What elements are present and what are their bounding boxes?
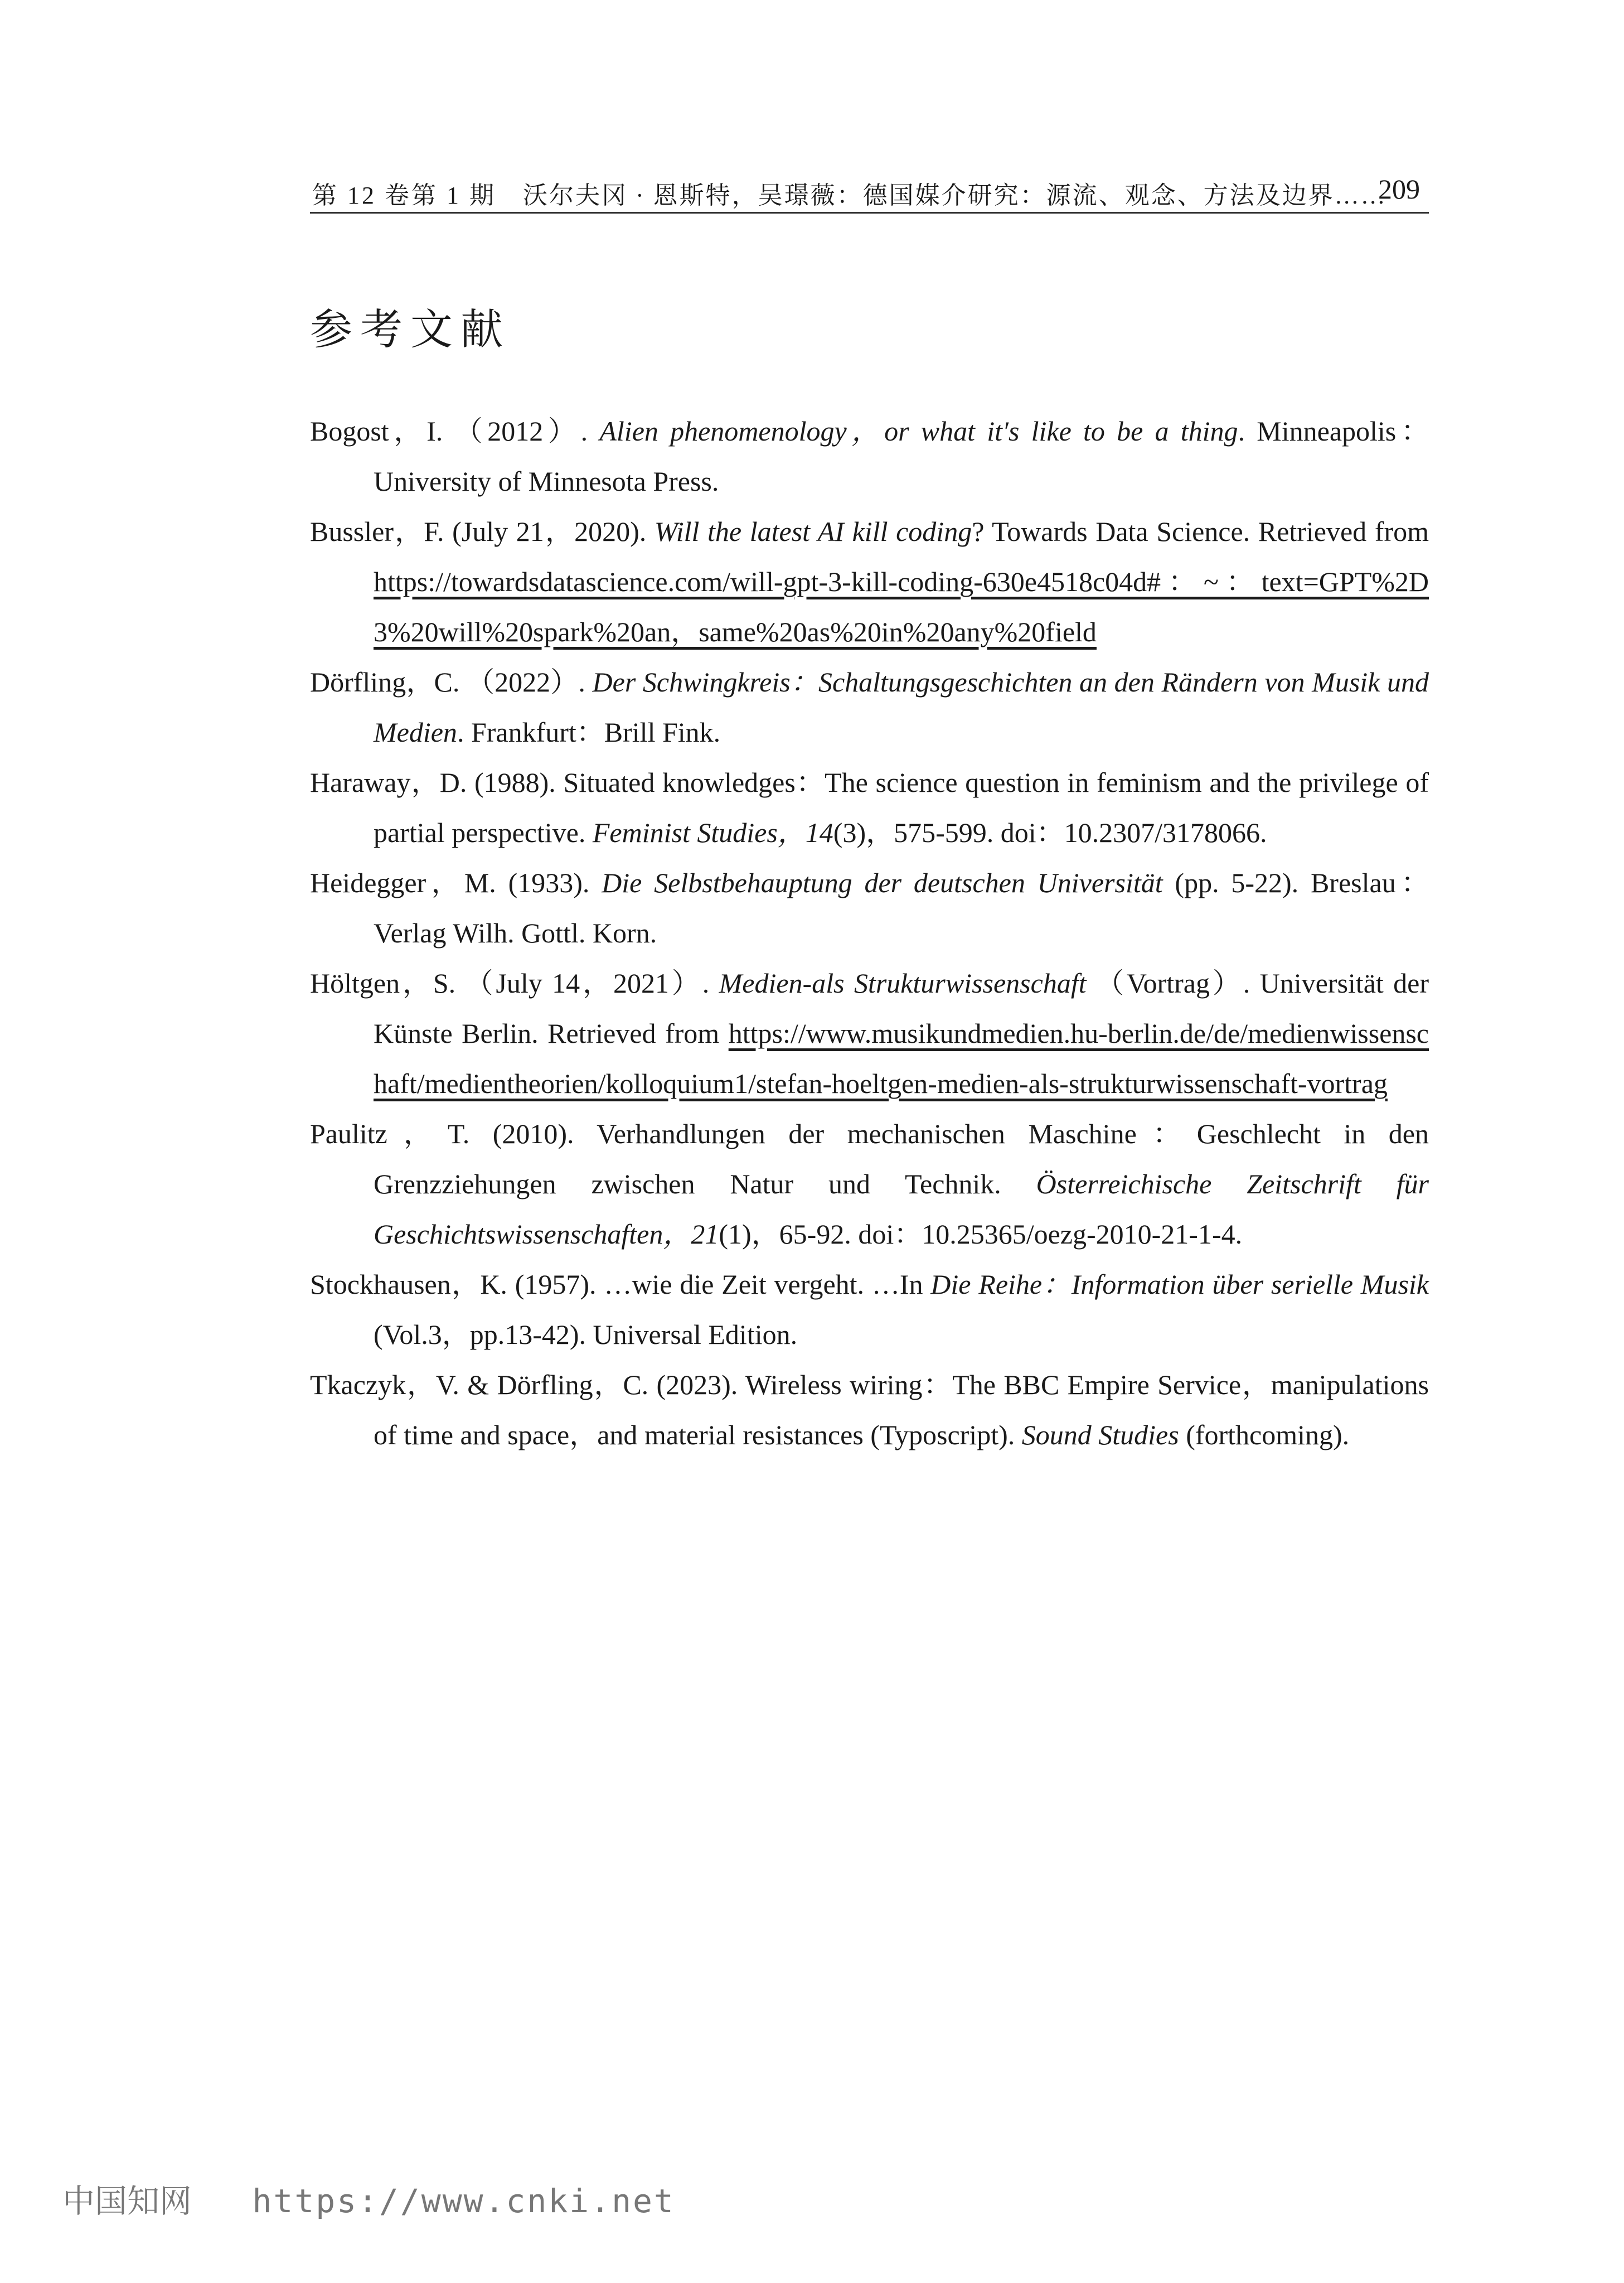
- section-title: 参考文献: [310, 304, 511, 354]
- cnki-url[interactable]: https://www.cnki.net: [252, 2182, 675, 2220]
- reference-item: [310, 406, 1429, 506]
- reference-text: Heidegger，M. (1933).: [310, 867, 602, 898]
- reference-title: Feminist Studies，14: [592, 817, 833, 848]
- reference-title: Will the latest AI kill coding: [654, 516, 972, 547]
- reference-item: [310, 1259, 1429, 1360]
- reference-text: (forthcoming).: [1179, 1419, 1350, 1450]
- reference-text: ? Towards Data Science. Retrieved from: [972, 516, 1429, 547]
- reference-title: Alien phenomenology，or what it′s like to be a thing: [599, 415, 1238, 447]
- reference-text: . Minneapolis：University of Minnesota Press.: [374, 415, 1429, 497]
- running-header: [310, 167, 1429, 214]
- reference-text: . Frankfurt：Brill Fink.: [457, 717, 721, 748]
- running-title: 沃尔夫冈 · 恩斯特，吴璟薇：德国媒介研究：源流、观念、方法及边界……: [523, 182, 1387, 209]
- reference-title: Medien-als Strukturwissenschaft: [719, 968, 1087, 999]
- reference-text: Tkaczyk，V. & Dörfling，C. (2023). Wireless wiring：The BBC Empire Service，manipulations of time and space，and material resistances (Typoscript).: [310, 1369, 1429, 1450]
- reference-text: Paulitz，T. (2010). Verhandlungen der mechanischen Maschine：Geschlecht in den Grenzziehungen zwischen Natur und Technik.: [310, 1118, 1429, 1199]
- reference-text: Stockhausen，K. (1957). …wie die Zeit vergeht. …In: [310, 1269, 931, 1300]
- reference-text: （Vortrag）. Universität der Künste Berlin. Retrieved from: [374, 968, 1429, 1049]
- reference-title: Der Schwingkreis：Schaltungsgeschichten an den Rändern von Musik und Medien: [374, 666, 1429, 748]
- reference-text: Bussler，F. (July 21，2020).: [310, 516, 655, 547]
- reference-text: (3)，575-599. doi：10.2307/3178066.: [833, 817, 1267, 848]
- reference-item: [310, 858, 1429, 958]
- reference-text: Bogost，I. （2012）.: [310, 415, 600, 447]
- reference-item: [310, 958, 1429, 1109]
- reference-text: Dörfling，C. （2022）.: [310, 666, 593, 698]
- journal-volume: 第 12 卷第 1 期: [312, 182, 496, 209]
- reference-link[interactable]: https://www.musikundmedien.hu-berlin.de/de/medienwissenschaft/medientheorien/kolloquium1/stefan-hoeltgen-medien-als-strukturwissenschaft-vortrag: [374, 1018, 1429, 1099]
- reference-text: Höltgen，S. （July 14，2021）.: [310, 968, 719, 999]
- reference-text: Haraway，D. (1988). Situated knowledges：The science question in feminism and the privilege of partial perspective.: [310, 767, 1429, 848]
- cnki-logo-text: 中国知网: [62, 2182, 192, 2220]
- reference-list: [310, 406, 1429, 1460]
- reference-item: [310, 657, 1429, 757]
- reference-title: Österreichische Zeitschrift für Geschichtswissenschaften，21: [374, 1168, 1429, 1250]
- page-number: 209: [1378, 173, 1420, 205]
- reference-text: (Vol.3，pp.13-42). Universal Edition.: [374, 1319, 798, 1350]
- reference-title: Die Reihe：Information über serielle Musik: [930, 1269, 1429, 1300]
- reference-item: [310, 1360, 1429, 1460]
- reference-item: [310, 1109, 1429, 1259]
- reference-link[interactable]: https://towardsdatascience.com/will-gpt-3-kill-coding-630e4518c04d#：~：text=GPT%2D3%20will%20spark%20an，same%20as%20in%20any%20field: [374, 566, 1429, 647]
- reference-item: [310, 757, 1429, 858]
- reference-title: Die Selbstbehauptung der deutschen Universität: [602, 867, 1163, 898]
- reference-title: Sound Studies: [1021, 1419, 1179, 1450]
- reference-text: (1)，65-92. doi：10.25365/oezg-2010-21-1-4.: [719, 1218, 1243, 1250]
- reference-item: [310, 506, 1429, 657]
- watermark-footer: [62, 2175, 675, 2222]
- reference-text: (pp. 5-22). Breslau：Verlag Wilh. Gottl. Korn.: [374, 867, 1429, 949]
